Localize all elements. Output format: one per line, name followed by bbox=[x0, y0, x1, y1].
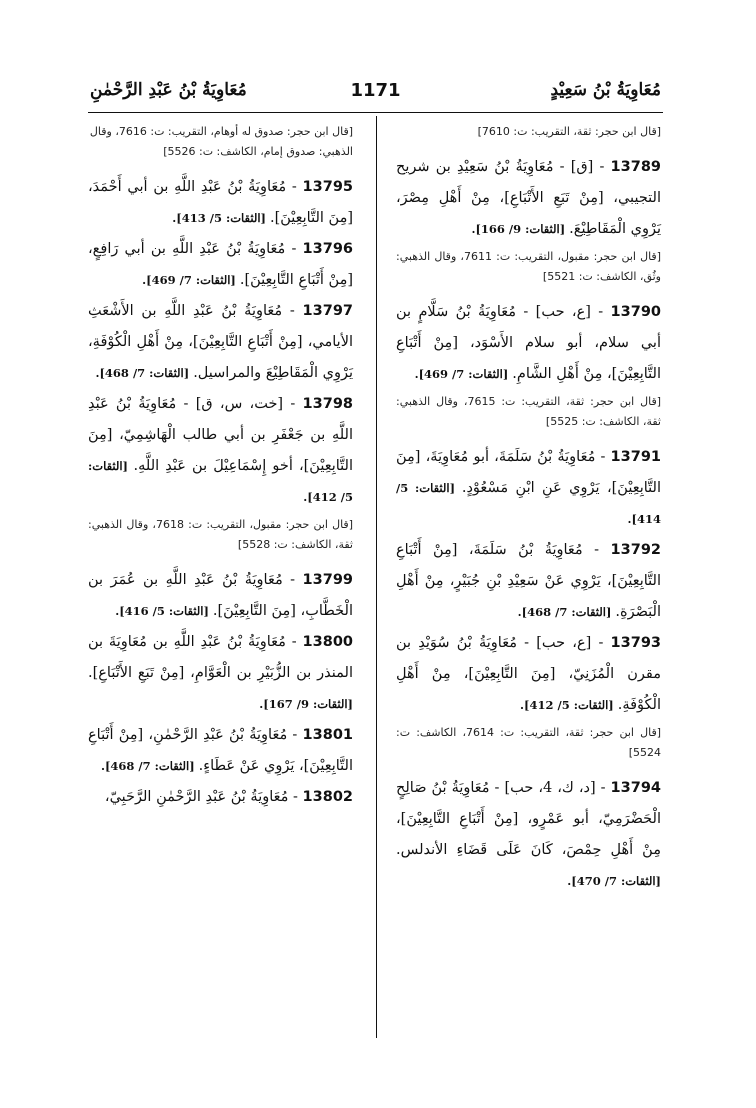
entry-reference: [الثقات: 9/ 166]. bbox=[471, 222, 570, 236]
entry-text bbox=[88, 565, 353, 627]
entry-13802 bbox=[88, 782, 353, 813]
entry-number: 13790 bbox=[610, 304, 661, 320]
entry-number: 13797 bbox=[302, 303, 353, 319]
column-divider bbox=[376, 116, 377, 1038]
entry-text bbox=[396, 152, 661, 245]
entry-body: - مُعَاوِيَةُ بْنُ عَبْدِ اللَّهِ بن أبي رَافِعٍ، [مِنْ أَتْبَاعِ التَّابِعِيْنَ]. bbox=[88, 241, 353, 288]
entry-number: 13802 bbox=[302, 789, 353, 805]
entry-13792 bbox=[396, 535, 661, 628]
entry-number: 13796 bbox=[302, 241, 353, 257]
entry-13798 bbox=[88, 389, 353, 555]
entry-reference: [الثقات: 7/ 469]. bbox=[142, 273, 240, 287]
entry-reference: [الثقات: 5/ 413]. bbox=[172, 211, 270, 225]
entry-body: - [د، ك، 4، حب] - مُعَاوِيَةُ بْنُ صَالِحٍ الْحَضْرَمِيّ، أبو عَمْرٍو، [مِنْ أَتْبَاعِ التَّابِعِيْنَ]، مِنْ أَهْلِ حِمْصَ، كَانَ عَلَى قَضَاءِ الأندلس. bbox=[396, 780, 661, 858]
entry-13795 bbox=[88, 172, 353, 234]
entry-number: 13795 bbox=[302, 179, 353, 195]
entry-number: 13793 bbox=[610, 635, 661, 651]
entry-reference: [الثقات: 7/ 468]. bbox=[517, 605, 616, 619]
entry-number: 13801 bbox=[302, 727, 353, 743]
entry-13797 bbox=[88, 296, 353, 389]
entry-13796 bbox=[88, 234, 353, 296]
running-title-right: مُعَاوِيَةُ بْنُ سَعِيْدٍ bbox=[550, 80, 661, 100]
entry-body: - مُعَاوِيَةُ بْنُ عَبْدِ الرَّحْمٰنِ، [مِنْ أَتْبَاعِ التَّابِعِيْنَ]، يَرْوِي عَنْ عَطَاءٍ. bbox=[88, 727, 353, 774]
entry-reference: [الثقات: 5/ 414]. bbox=[396, 481, 661, 526]
entry-13793 bbox=[396, 628, 661, 763]
entry-body: - [ق] - مُعَاوِيَةُ بْنُ سَعِيْدِ بن شريح التجيبي، [مِنْ تَبَعِ الأَتْبَاعِ]، مِنْ أَهْلِ مِصْرَ، يَرْوِي الْمَقَاطِيْعَ. bbox=[396, 159, 661, 237]
entry-text bbox=[396, 773, 661, 897]
entry-text bbox=[88, 389, 353, 513]
entry-body: - مُعَاوِيَةُ بْنُ عَبْدِ اللَّهِ بن أبي أَحْمَدَ، [مِنَ التَّابِعِيْنَ]. bbox=[88, 179, 353, 226]
header-rule bbox=[88, 112, 663, 113]
entry-number: 13798 bbox=[302, 396, 353, 412]
entry-text bbox=[88, 172, 353, 234]
running-header bbox=[90, 80, 661, 106]
entry-text bbox=[88, 234, 353, 296]
entry-reference: [الثقات: 7/ 468]. bbox=[100, 759, 199, 773]
entry-13791 bbox=[396, 442, 661, 535]
entry-number: 13794 bbox=[610, 780, 661, 796]
entry-number: 13799 bbox=[302, 572, 353, 588]
entry-note: [قال ابن حجر: ثقة، التقريب: ت: 7615، وقال الذهبي: ثقة، الكاشف: ت: 5525] bbox=[396, 395, 661, 428]
entry-text bbox=[396, 628, 661, 721]
entry-body: - مُعَاوِيَةُ بْنُ سَلَمَةَ، أبو مُعَاوِيَةَ، [مِنَ التَّابِعِيْنَ]، يَرْوِي عَنِ ابْنِ مَسْعُوْدٍ. bbox=[396, 449, 661, 496]
entry-reference: [الثقات: 9/ 167]. bbox=[259, 697, 353, 711]
entry-body: - مُعَاوِيَةُ بْنُ سَلَمَةَ، [مِنْ أَتْبَاعِ التَّابِعِيْنَ]، يَرْوِي عَنْ سَعِيْدِ بْنِ جُبَيْرٍ، مِنْ أَهْلِ الْبَصْرَةِ. bbox=[396, 542, 661, 620]
entry-13789 bbox=[396, 152, 661, 287]
entry-text bbox=[396, 535, 661, 628]
entry-body: - مُعَاوِيَةُ بْنُ عَبْدِ اللَّهِ بن الأَشْعَثِ الأيامي، [مِنْ أَتْبَاعِ التَّابِعِيْنَ]، مِنْ أَهْلِ الْكُوْفَةِ، يَرْوِي الْمَقَاطِيْعَ والمراسيل. bbox=[88, 303, 353, 381]
right-column bbox=[396, 122, 661, 897]
entry-text bbox=[396, 297, 661, 390]
continued-note: [قال ابن حجر: صدوق له أوهام، التقريب: ت: 7616، وقال الذهبي: صدوق إمام، الكاشف: ت: 5526] bbox=[89, 125, 353, 158]
running-title-left: مُعَاوِيَةُ بْنُ عَبْدِ الرَّحْمٰنِ bbox=[90, 80, 247, 100]
entry-number: 13789 bbox=[610, 159, 661, 175]
entry-13790 bbox=[396, 297, 661, 432]
entry-reference: [الثقات: 7/ 469]. bbox=[414, 367, 513, 381]
entry-reference: [الثقات: 5/ 412]. bbox=[88, 459, 353, 504]
entry-text bbox=[396, 442, 661, 535]
entry-body: - مُعَاوِيَةُ بْنُ عَبْدِ اللَّهِ بن عُمَرَ بن الْخَطَّابِ، [مِنَ التَّابِعِيْنَ]. bbox=[88, 572, 353, 619]
entry-number: 13791 bbox=[610, 449, 661, 465]
entry-body: - [ع، حب] - مُعَاوِيَةُ بْنُ سُوَيْدِ بن مقرن الْمُزَنِيّ، [مِنَ التَّابِعِيْنَ]، مِنْ أَهْلِ الْكُوْفَةِ. bbox=[396, 635, 661, 713]
entry-body: - [ع، حب] - مُعَاوِيَةُ بْنُ سَلَّامٍ بن أبي سلام، أبو سلام الأَسْوَد، [مِنْ أَتْبَاعِ التَّابِعِيْنَ]، مِنْ أَهْلِ الشَّامِ. bbox=[396, 304, 661, 382]
entry-number: 13792 bbox=[610, 542, 661, 558]
entry-note: [قال ابن حجر: مقبول، التقريب: ت: 7618، وقال الذهبي: ثقة، الكاشف: ت: 5528] bbox=[88, 518, 353, 551]
entry-number: 13800 bbox=[302, 634, 353, 650]
entry-text bbox=[88, 627, 353, 720]
continued-note: [قال ابن حجر: ثقة، التقريب: ت: 7610] bbox=[477, 125, 661, 138]
entry-note: [قال ابن حجر: مقبول، التقريب: ت: 7611، وقال الذهبي: وثُق، الكاشف: ت: 5521] bbox=[396, 250, 661, 283]
entry-body: - [خت، س، ق] - مُعَاوِيَةُ بْنُ عَبْدِ اللَّهِ بن جَعْفَرِ بن أبي طالب الْهَاشِمِيّ، [مِنَ التَّابِعِيْنَ]، أخو إِسْمَاعِيْلَ بن عَبْدِ اللَّهِ. bbox=[88, 396, 353, 474]
entry-text bbox=[88, 782, 353, 813]
entry-reference: [الثقات: 7/ 470]. bbox=[567, 874, 661, 888]
entry-13801 bbox=[88, 720, 353, 782]
entry-body: - مُعَاوِيَةُ بْنُ عَبْدِ الرَّحْمٰنِ الرَّحَبِيّ، bbox=[104, 789, 303, 805]
entry-13799 bbox=[88, 565, 353, 627]
page-number: 1171 bbox=[350, 80, 401, 101]
entry-text bbox=[88, 296, 353, 389]
entry-13794 bbox=[396, 773, 661, 897]
entry-13800 bbox=[88, 627, 353, 720]
left-column bbox=[88, 122, 353, 813]
entry-body: - مُعَاوِيَةُ بْنُ عَبْدِ اللَّهِ بن مُعَاوِيَةَ بن المنذر بن الزُّبَيْرِ بن الْعَوَّامِ، [مِنْ تَبَعِ الأَتْبَاعِ]. bbox=[88, 634, 353, 681]
entry-reference: [الثقات: 5/ 416]. bbox=[115, 604, 213, 618]
entry-note: [قال ابن حجر: ثقة، التقريب: ت: 7614، الكاشف: ت: 5524] bbox=[396, 726, 662, 759]
entry-text bbox=[88, 720, 353, 782]
entry-reference: [الثقات: 7/ 468]. bbox=[95, 366, 194, 380]
entry-reference: [الثقات: 5/ 412]. bbox=[520, 698, 618, 712]
